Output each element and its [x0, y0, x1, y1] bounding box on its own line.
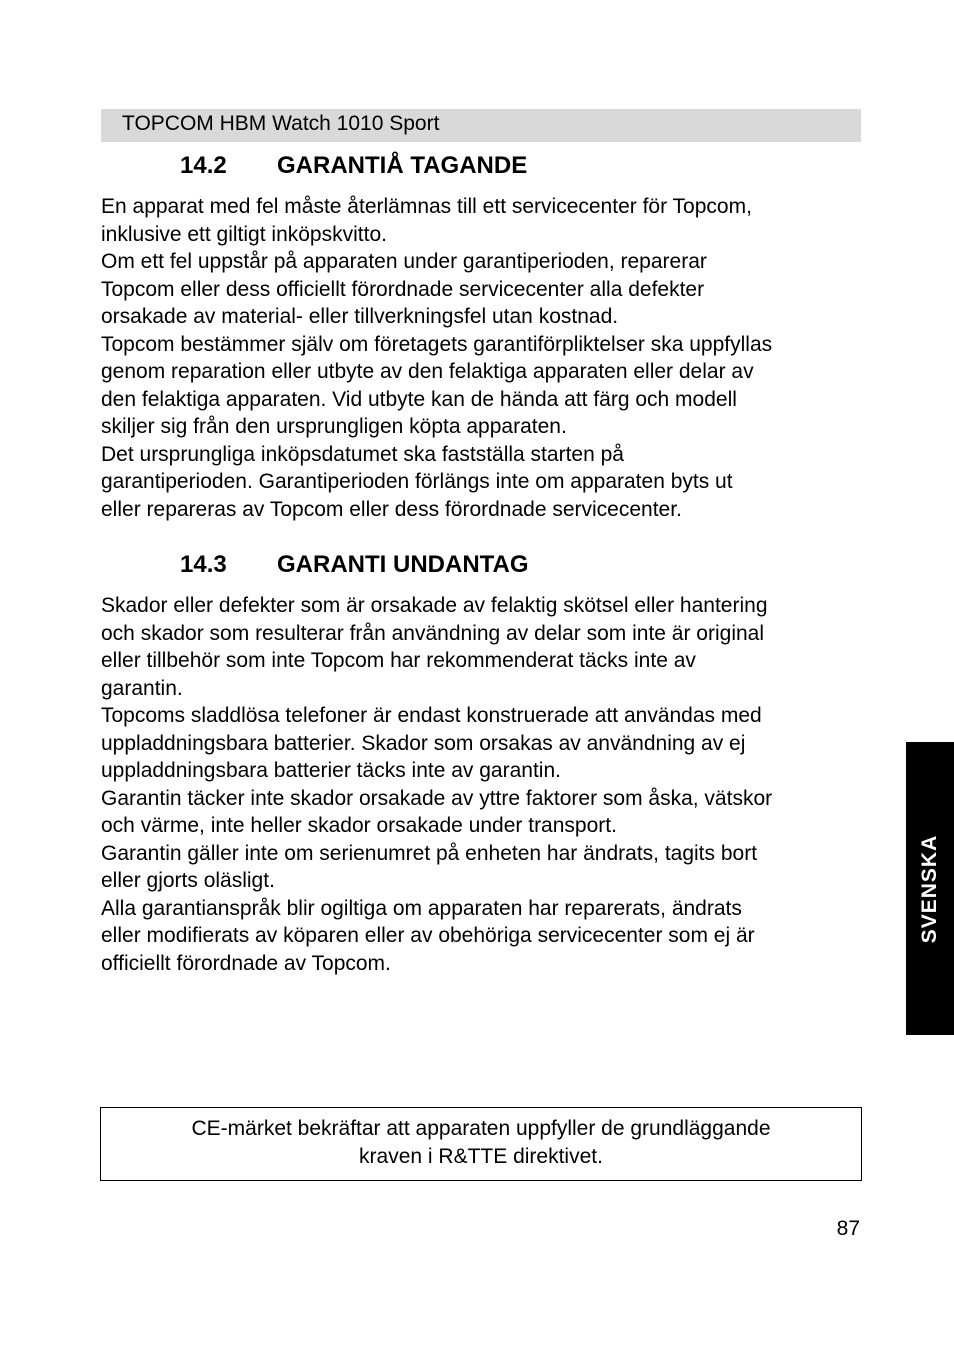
text-line: inklusive ett giltigt inköpskvitto.	[101, 222, 387, 246]
text-line: eller repareras av Topcom eller dess förordnade servicecenter.	[101, 497, 682, 521]
text-line: garantin.	[101, 676, 183, 700]
text-line: Garantin gäller inte om serienumret på enheten har ändrats, tagits bort	[101, 841, 758, 865]
text-line: officiellt förordnade av Topcom.	[101, 951, 391, 975]
ce-notice-line: kraven i R&TTE direktivet.	[359, 1145, 603, 1168]
text-line: eller modifierats av köparen eller av obehöriga servicecenter som ej är	[101, 924, 755, 947]
section-body-14-2	[101, 193, 871, 523]
text-line: uppladdningsbara batterier täcks inte av garantin.	[101, 759, 561, 782]
text-line: orsakade av material- eller tillverkningsfel utan kostnad.	[101, 305, 619, 328]
text-line: eller gjorts oläsligt.	[101, 869, 275, 892]
language-tab	[906, 742, 954, 1035]
text-line: skiljer sig från den ursprungligen köpta apparaten.	[101, 415, 567, 438]
section-title: GARANTI UNDANTAG	[277, 551, 529, 578]
section-title: GARANTIÅ TAGANDE	[277, 152, 528, 179]
text-line: uppladdningsbara batterier. Skador som orsakas av användning av ej	[101, 731, 746, 755]
section-heading-14-3	[180, 550, 529, 580]
text-line: Garantin täcker inte skador orsakade av yttre faktorer som åska, vätskor	[101, 786, 773, 810]
document-title: TOPCOM HBM Watch 1010 Sport	[122, 112, 440, 135]
text-line: den felaktiga apparaten. Vid utbyte kan de hända att färg och modell	[101, 387, 737, 411]
section-number: 14.2	[180, 152, 227, 179]
text-line: Topcom bestämmer själv om företagets garantiförpliktelser ska uppfyllas	[101, 332, 773, 356]
section-number: 14.3	[180, 551, 227, 578]
ce-notice-line: CE-märket bekräftar att apparaten uppfyller de grundläggande	[191, 1117, 771, 1140]
text-line: Topcom eller dess officiellt förordnade servicecenter alla defekter	[101, 277, 705, 301]
ce-notice-box	[100, 1107, 862, 1181]
language-tab-label: SVENSKA	[918, 834, 941, 943]
text-line: genom reparation eller utbyte av den felaktiga apparaten eller delar av	[101, 360, 754, 383]
text-line: eller tillbehör som inte Topcom har rekommenderat täcks inte av	[101, 649, 696, 672]
text-line: Om ett fel uppstår på apparaten under garantiperioden, reparerar	[101, 250, 707, 273]
text-line: En apparat med fel måste återlämnas till ett servicecenter för Topcom,	[101, 195, 752, 218]
section-heading-14-2	[180, 151, 527, 181]
text-line: Alla garantianspråk blir ogiltiga om apparaten har reparerats, ändrats	[101, 896, 742, 920]
text-line: Det ursprungliga inköpsdatumet ska fastställa starten på	[101, 442, 624, 466]
page-number: 87	[836, 1217, 860, 1240]
section-body-14-3	[101, 592, 871, 977]
document-header	[101, 109, 861, 142]
text-line: garantiperioden. Garantiperioden förlängs inte om apparaten byts ut	[101, 470, 733, 493]
text-line: och skador som resulterar från användning av delar som inte är original	[101, 621, 765, 645]
text-line: Skador eller defekter som är orsakade av felaktig skötsel eller hantering	[101, 594, 768, 617]
text-line: och värme, inte heller skador orsakade under transport.	[101, 814, 617, 837]
text-line: Topcoms sladdlösa telefoner är endast konstruerade att användas med	[101, 704, 762, 727]
